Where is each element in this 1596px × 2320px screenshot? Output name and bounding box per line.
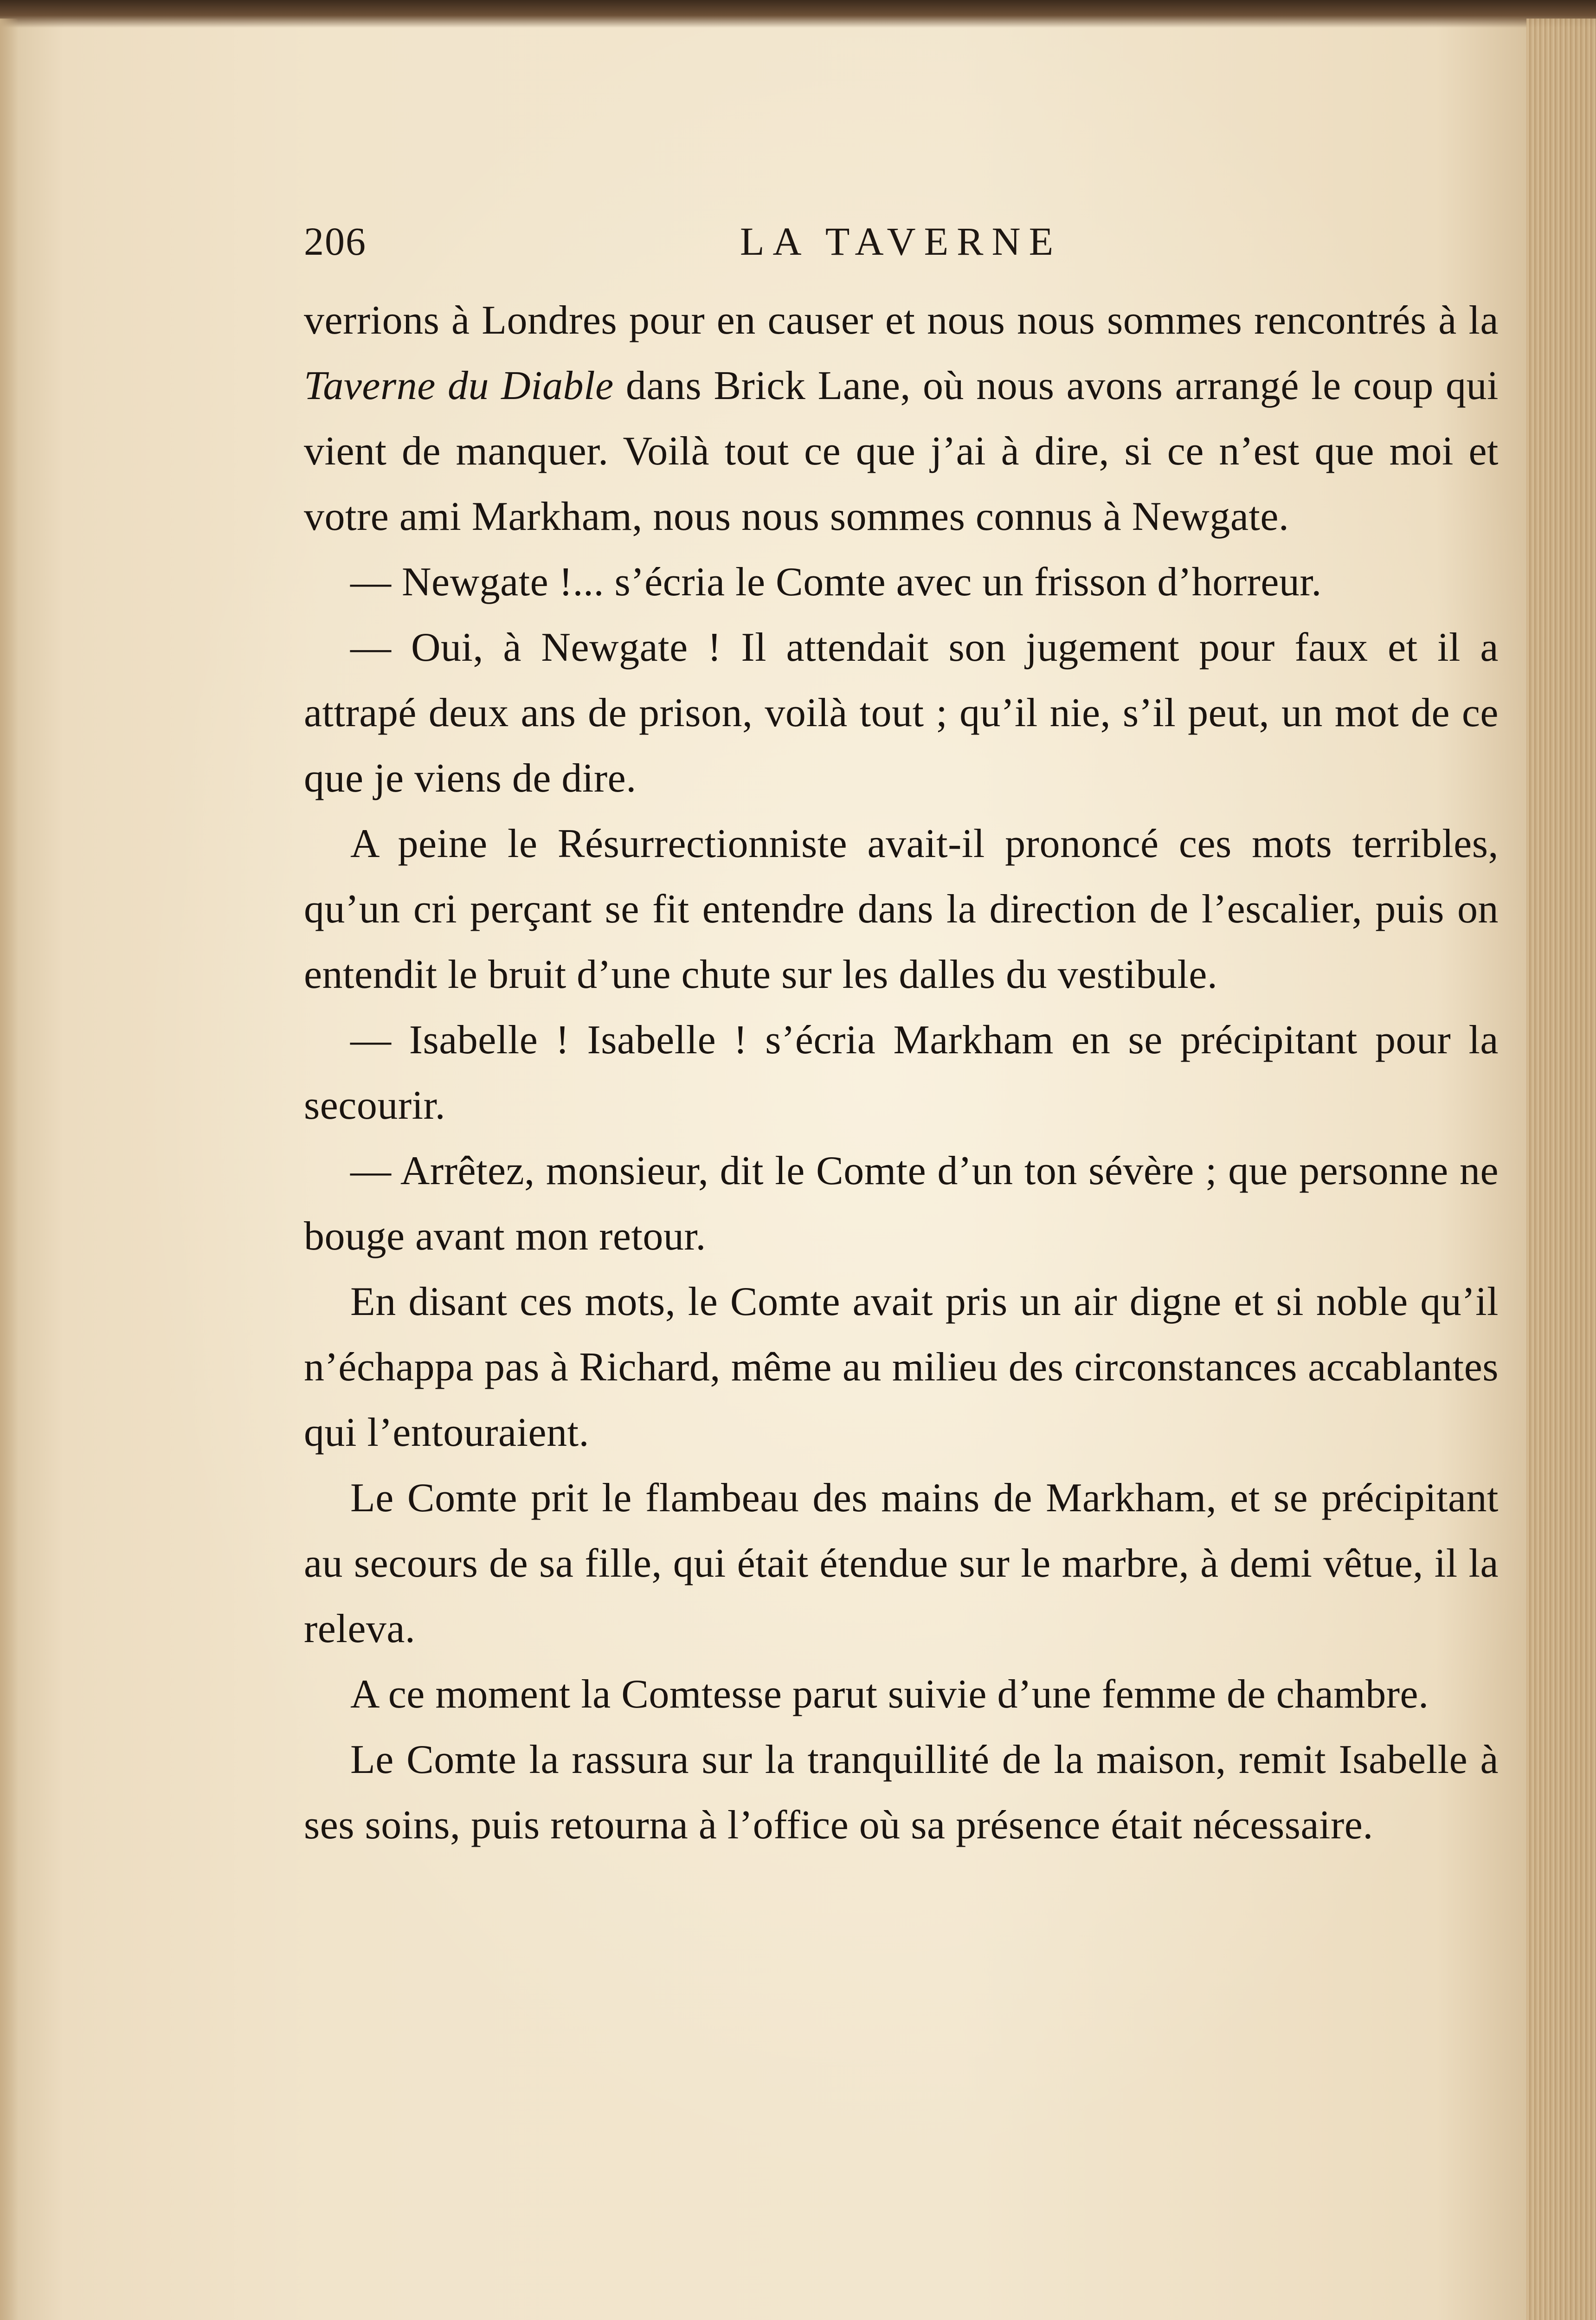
page-left-edge xyxy=(0,19,19,2320)
running-head: LA TAVERNE xyxy=(740,219,1062,264)
paragraph: A peine le Résurrectionniste avait-il prononcé ces mots terribles, qu’un cri perçant se fit entendre dans la direction de l’escalier, puis on entendit le bruit d’une chute sur les dalles du vestibule. xyxy=(304,821,1499,997)
paragraph: — Oui, à Newgate ! Il attendait son jugement pour faux et il a attrapé deux ans de prison, voilà tout ; qu’il nie, s’il peut, un mot de ce que je viens de dire. xyxy=(304,625,1499,801)
paragraph: — Newgate !... s’écria le Comte avec un frisson d’horreur. xyxy=(350,560,1322,605)
paragraph xyxy=(304,288,1499,549)
paragraph: — Isabelle ! Isabelle ! s’écria Markham en se précipitant pour la secourir. xyxy=(304,1018,1499,1128)
page-stack-edge xyxy=(1526,19,1596,2320)
page-number: 206 xyxy=(304,219,367,264)
paragraph: — Arrêtez, monsieur, dit le Comte d’un ton sévère ; que personne ne bouge avant mon retour. xyxy=(304,1148,1499,1259)
body-text xyxy=(304,288,1499,1858)
paragraph: A ce moment la Comtesse parut suivie d’une femme de chambre. xyxy=(350,1672,1429,1717)
paragraph-text: verrions à Londres pour en causer et nous nous sommes rencontrés à la xyxy=(304,298,1499,343)
page-header xyxy=(304,218,1494,264)
paragraph-text: dans Brick Lane, où nous avons arrangé le coup qui vient de manquer. Voilà tout ce que j’ai à dire, si ce n’est que moi et votre ami Markham, nous nous sommes connus à Newgate. xyxy=(304,363,1499,539)
paragraph: Le Comte prit le flambeau des mains de Markham, et se précipitant au secours de sa fille, qui était étendue sur le marbre, à demi vêtue, il la releva. xyxy=(304,1476,1499,1651)
paragraph: En disant ces mots, le Comte avait pris un air digne et si noble qu’il n’échappa pas à Richard, même au milieu des circonstances accablantes qui l’entouraient. xyxy=(304,1279,1499,1455)
italic-place-name: Taverne du Diable xyxy=(304,363,614,408)
paragraph: Le Comte la rassura sur la tranquillité de la maison, remit Isabelle à ses soins, puis retourna à l’office où sa présence était nécessaire. xyxy=(304,1737,1499,1848)
book-binding-edge xyxy=(0,0,1596,28)
